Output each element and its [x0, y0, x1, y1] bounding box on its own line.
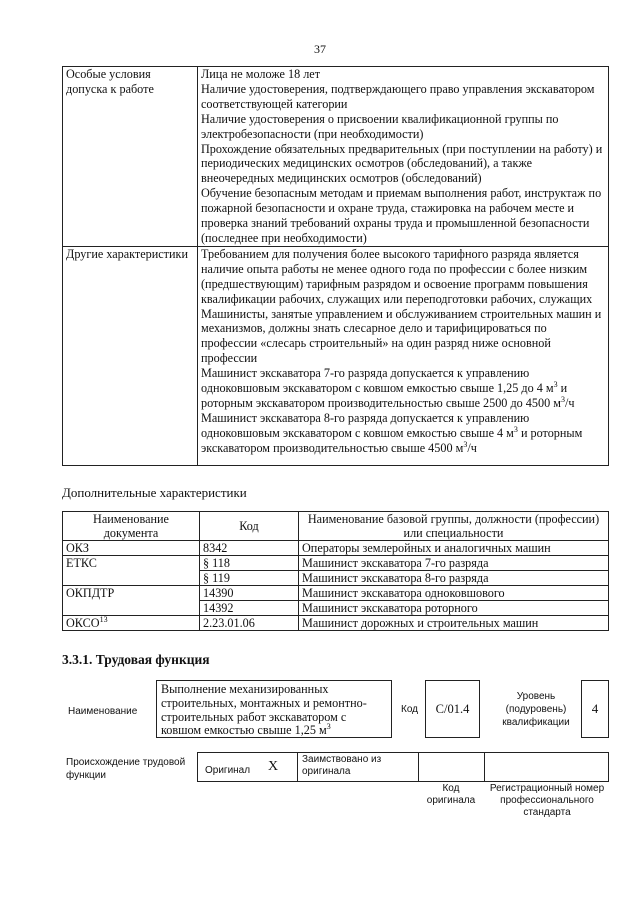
- table-row: [63, 556, 609, 571]
- reg-number-label: Регистрационный номер профессионального стандарта: [489, 783, 605, 818]
- origin-divider: [418, 752, 419, 782]
- borrowed-label: Заимствовано из оригинала: [302, 754, 382, 777]
- col-header: Код: [200, 512, 299, 541]
- cell: § 118: [200, 556, 299, 571]
- paragraph: Машинист экскаватора 8-го разряда допускается к управлению одноковшовым экскаватором с ковшом емкостью свыше 4 $м^3$ и роторным экскаватором производительностью свыше 4500 $м^3/ч$: [201, 410, 583, 455]
- function-name-box: Выполнение механизированных строительных, монтажных и ремонтно-строительных работ экскаватором с ковшом емкостью свыше 1,25 $м^3$: [156, 680, 392, 738]
- origin-divider: [297, 752, 298, 782]
- origin-divider: [484, 752, 485, 782]
- cell: Машинист дорожных и строительных машин: [299, 616, 609, 631]
- cell: Машинист экскаватора роторного: [299, 601, 609, 616]
- cell: Машинист экскаватора 8-го разряда: [299, 571, 609, 586]
- section-heading: 3.3.1. Трудовая функция: [62, 652, 210, 667]
- cell: ЕТКС: [63, 556, 200, 586]
- table-row: [63, 616, 609, 631]
- table-row: [63, 246, 609, 465]
- table-header-row: [63, 512, 609, 541]
- cell: 14390: [200, 586, 299, 601]
- footnote-ref: 13: [99, 614, 108, 624]
- requirements-table: [62, 66, 609, 466]
- cell: 8342: [200, 541, 299, 556]
- paragraph: Наличие удостоверения о присвоении квалификационной группы по электробезопасности (при необходимости): [201, 111, 559, 141]
- code-label: Код: [401, 704, 419, 715]
- name-label: Наименование: [68, 706, 138, 717]
- okso-label: ОКСО: [66, 616, 100, 630]
- cell: 14392: [200, 601, 299, 616]
- row-content: [198, 67, 609, 247]
- additional-table: [62, 511, 609, 631]
- level-value-box: 4: [581, 680, 609, 738]
- origin-label: Происхождение трудовой функции: [66, 757, 186, 781]
- additional-caption: Дополнительные характеристики: [62, 485, 247, 500]
- original-mark: X: [268, 759, 279, 774]
- page-number: 37: [314, 42, 326, 56]
- table-row: [63, 67, 609, 247]
- paragraph: Наличие удостоверения, подтверждающего право управления экскаватором соответствующей категории: [201, 81, 595, 111]
- paragraph: Машинисты, занятые управлением и обслуживанием строительных машин и механизмов, должны знать слесарное дело и тарифицироваться по профессии «слесарь строительный» на один разряд ниже основной профессии: [201, 306, 602, 366]
- cell: Машинист экскаватора 7-го разряда: [299, 556, 609, 571]
- cell: § 119: [200, 571, 299, 586]
- col-header: Наименование базовой группы, должности (профессии) или специальности: [299, 512, 609, 541]
- table-row: [63, 586, 609, 601]
- level-label: Уровень (подуровень) квалификации: [502, 691, 570, 728]
- code-original-label: Код оригинала: [426, 783, 476, 806]
- paragraph: Требованием для получения более высокого тарифного разряда является наличие опыта работы не менее одного года по профессии с более низким (предшествующим) тарифным разрядом и освоение программ повышения квалификации рабочих, служащих или переподготовки рабочих, служащих: [201, 246, 593, 306]
- cell: ОКПДТР: [63, 586, 200, 616]
- cell: ОКЗ: [63, 541, 200, 556]
- row-label: Особые условия допуска к работе: [63, 67, 198, 247]
- cell: Операторы землеройных и аналогичных машин: [299, 541, 609, 556]
- row-label: Другие характеристики: [63, 246, 198, 465]
- cell: 2.23.01.06: [200, 616, 299, 631]
- col-header: Наименование документа: [63, 512, 200, 541]
- row-content: [198, 246, 609, 465]
- paragraph: Прохождение обязательных предварительных (при поступлении на работу) и периодических медицинских осмотров (обследований), а также внеочередных медицинских осмотров (обследований): [201, 141, 603, 186]
- cell: Машинист экскаватора одноковшового: [299, 586, 609, 601]
- table-row: [63, 541, 609, 556]
- paragraph: Лица не моложе 18 лет: [201, 67, 321, 81]
- code-value-box: C/01.4: [425, 680, 480, 738]
- paragraph: Машинист экскаватора 7-го разряда допускается к управлению одноковшовым экскаватором с ковшом емкостью свыше 1,25 до 4 $м^3$ и роторным экскаватором производительностью свыше 2500 до 4500 $м^3/ч$: [201, 366, 575, 410]
- original-label: Оригинал: [205, 765, 251, 776]
- paragraph: Обучение безопасным методам и приемам выполнения работ, инструктаж по пожарной безопасности и охране труда, стажировка на рабочем месте и проверка знаний требований охраны труда и промышленной безопасности (последнее при необходимости): [201, 186, 602, 245]
- cell: [63, 616, 200, 631]
